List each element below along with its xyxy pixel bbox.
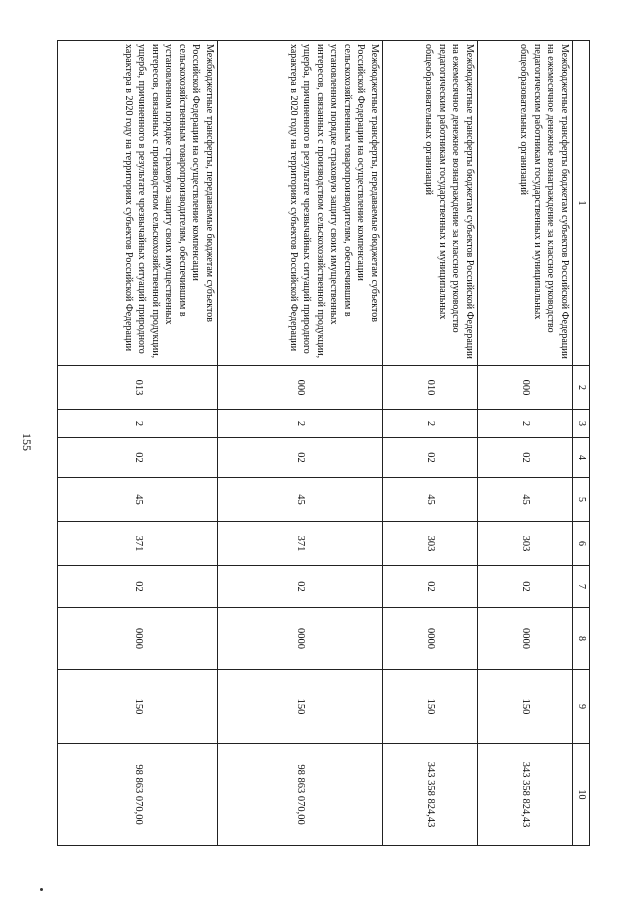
table-row (58, 41, 218, 846)
table-row (383, 41, 478, 846)
col-header-8: 8 (573, 608, 590, 670)
cell-economic: 150 (383, 670, 478, 744)
cell-amount: 98 863 070,00 (58, 744, 218, 846)
cell-article: 45 (478, 478, 573, 522)
cell-subgroup: 02 (383, 438, 478, 478)
row-description: Межбюджетные трансферты бюджетам субъектов Российской Федерации на ежемесячное денежное вознаграждение за классное руководство педагогическим работникам государственных и муниципальных общеобразовательных организаций (383, 41, 478, 366)
col-header-5: 5 (573, 478, 590, 522)
col-header-9: 9 (573, 670, 590, 744)
cell-group: 2 (383, 410, 478, 438)
scan-speck (40, 888, 43, 891)
budget-table-container (60, 40, 590, 845)
cell-economic: 150 (478, 670, 573, 744)
col-header-7: 7 (573, 566, 590, 608)
cell-amount: 343 358 824,43 (383, 744, 478, 846)
cell-admin-code: 013 (58, 366, 218, 410)
row-description: Межбюджетные трансферты, передаваемые бюджетам субъектов Российской Федерации на осуществление компенсации сельскохозяйственным товаропроизводителям, обеспечившим в установленном порядке страховую защиту своих имущественных интересов, связанных с производством сельскохозяйственной продукции, ущерба, причиненного в результате чрезвычайных ситуаций природного характера в 2020 году на территориях субъектов Российской Федерации (218, 41, 383, 366)
cell-program: 0000 (218, 608, 383, 670)
cell-amount: 98 863 070,00 (218, 744, 383, 846)
cell-admin-code: 000 (478, 366, 573, 410)
cell-subarticle: 371 (58, 522, 218, 566)
col-header-10: 10 (573, 744, 590, 846)
cell-admin-code: 000 (218, 366, 383, 410)
cell-element: 02 (478, 566, 573, 608)
cell-subgroup: 02 (478, 438, 573, 478)
col-header-3: 3 (573, 410, 590, 438)
col-header-4: 4 (573, 438, 590, 478)
col-header-1: 1 (573, 41, 590, 366)
cell-subarticle: 303 (383, 522, 478, 566)
row-description: Межбюджетные трансферты бюджетам субъектов Российской Федерации на ежемесячное денежное вознаграждение за классное руководство педагогическим работникам государственных и муниципальных общеобразовательных организаций (478, 41, 573, 366)
cell-element: 02 (58, 566, 218, 608)
cell-article: 45 (58, 478, 218, 522)
budget-table (57, 40, 590, 846)
cell-subgroup: 02 (58, 438, 218, 478)
cell-subgroup: 02 (218, 438, 383, 478)
cell-economic: 150 (58, 670, 218, 744)
table-row (478, 41, 573, 846)
header-row (573, 41, 590, 846)
col-header-2: 2 (573, 366, 590, 410)
page-number: 155 (20, 433, 34, 451)
table-row (218, 41, 383, 846)
cell-subarticle: 371 (218, 522, 383, 566)
cell-article: 45 (218, 478, 383, 522)
cell-economic: 150 (218, 670, 383, 744)
cell-amount: 343 358 824,43 (478, 744, 573, 846)
cell-group: 2 (58, 410, 218, 438)
cell-program: 0000 (58, 608, 218, 670)
cell-subarticle: 303 (478, 522, 573, 566)
cell-group: 2 (218, 410, 383, 438)
cell-admin-code: 010 (383, 366, 478, 410)
cell-element: 02 (218, 566, 383, 608)
col-header-6: 6 (573, 522, 590, 566)
cell-element: 02 (383, 566, 478, 608)
cell-group: 2 (478, 410, 573, 438)
cell-article: 45 (383, 478, 478, 522)
cell-program: 0000 (383, 608, 478, 670)
cell-program: 0000 (478, 608, 573, 670)
row-description: Межбюджетные трансферты, передаваемые бюджетам субъектов Российской Федерации на осуществление компенсации сельскохозяйственным товаропроизводителям, обеспечившим в установленном порядке страховую защиту своих имущественных интересов, связанных с производством сельскохозяйственной продукции, ущерба, причиненного в результате чрезвычайных ситуаций природного характера в 2020 году на территориях субъектов Российской Федерации (58, 41, 218, 366)
